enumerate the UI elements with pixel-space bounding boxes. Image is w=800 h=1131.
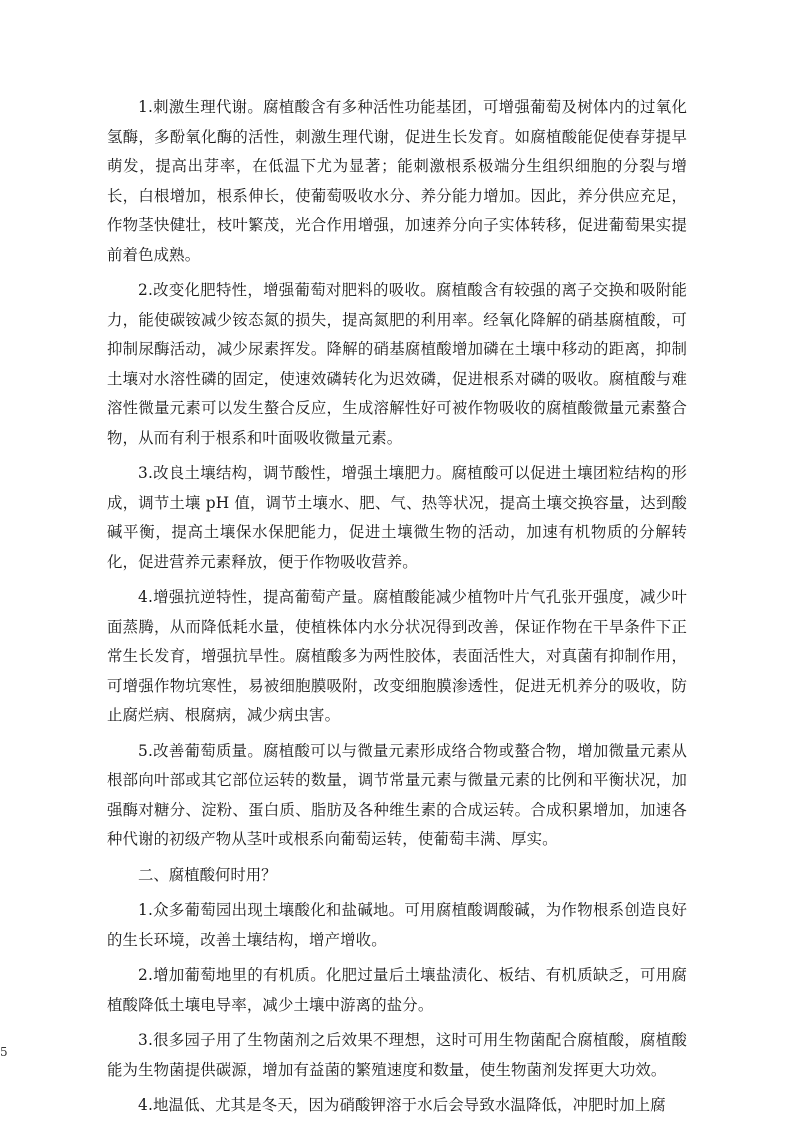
document-page bbox=[107, 93, 687, 1127]
paragraph-8: 3.很多园子用了生物菌剂之后效果不理想，这时可用生物菌配合腐植酸，腐植酸能为生物菌提供碳源，增加有益菌的繁殖速度和数量，使生物菌剂发挥更大功效。 bbox=[107, 1031, 687, 1079]
section-heading: 二、腐植酸何时用？ bbox=[138, 865, 277, 884]
paragraph-4: 4.增强抗逆特性，提高葡萄产量。腐植酸能减少植物叶片气孔张开强度，减少叶面蒸腾，从而降低耗水量，使植株体内水分状况得到改善，保证作物在干旱条件下正常生长发育，增强抗旱性。腐植酸多为两性胶体，表面活性大，对真菌有抑制作用，可增强作物坑寒性，易被细胞膜吸附，改变细胞膜渗透性，促进无机养分的吸收，防止腐烂病、根腐病，减少病虫害。 bbox=[107, 588, 687, 724]
paragraph-6: 1.众多葡萄园出现土壤酸化和盐碱地。可用腐植酸调酸碱，为作物根系创造良好的生长环境，改善土壤结构，增产增收。 bbox=[107, 901, 687, 949]
page-number: 5 bbox=[0, 1045, 8, 1059]
paragraph-5: 5.改善葡萄质量。腐植酸可以与微量元素形成络合物或螯合物，增加微量元素从根部向叶部或其它部位运转的数量，调节常量元素与微量元素的比例和平衡状况，加强酶对糖分、淀粉、蛋白质、脂肪及各种维生素的合成运转。合成积累增加，加速各种代谢的初级产物从茎叶或根系向葡萄运转，使葡萄丰满、厚实。 bbox=[107, 741, 687, 848]
paragraph-1: 1.刺激生理代谢。腐植酸含有多种活性功能基团，可增强葡萄及树体内的过氧化氢酶，多酚氧化酶的活性，刺激生理代谢，促进生长发育。如腐植酸能促使春芽提早萌发，提高出芽率，在低温下尤为显著；能刺激根系极端分生组织细胞的分裂与增长，白根增加，根系伸长，使葡萄吸收水分、养分能力增加。因此，养分供应充足，作物茎快健壮，枝叶繁茂，光合作用增强，加速养分向子实体转移，促进葡萄果实提前着色成熟。 bbox=[107, 98, 687, 264]
paragraph-2: 2.改变化肥特性，增强葡萄对肥料的吸收。腐植酸含有较强的离子交换和吸附能力，能使碳铵减少铵态氮的损失，提高氮肥的利用率。经氧化降解的硝基腐植酸，可抑制尿酶活动，减少尿素挥发。降解的硝基腐植酸增加磷在土壤中移动的距离，抑制土壤对水溶性磷的固定，使速效磷转化为迟效磷，促进根系对磷的吸收。腐植酸与难溶性微量元素可以发生螯合反应，生成溶解性好可被作物吸收的腐植酸微量元素螯合物，从而有利于根系和叶面吸收微量元素。 bbox=[107, 281, 687, 447]
paragraph-3: 3.改良土壤结构，调节酸性，增强土壤肥力。腐植酸可以促进土壤团粒结构的形成，调节土壤 pH 值，调节土壤水、肥、气、热等状况，提高土壤交换容量，达到酸碱平衡，提高土壤保水保肥能力，促进土壤微生物的活动，加速有机物质的分解转化，促进营养元素释放，便于作物吸收营养。 bbox=[107, 464, 687, 571]
paragraph-7: 2.增加葡萄地里的有机质。化肥过量后土壤盐渍化、板结、有机质缺乏，可用腐植酸降低土壤电导率，减少土壤中游离的盐分。 bbox=[107, 966, 687, 1014]
paragraph-9: 4.地温低、尤其是冬天，因为硝酸钾溶于水后会导致水温降低，冲肥时加上腐 bbox=[138, 1096, 666, 1114]
